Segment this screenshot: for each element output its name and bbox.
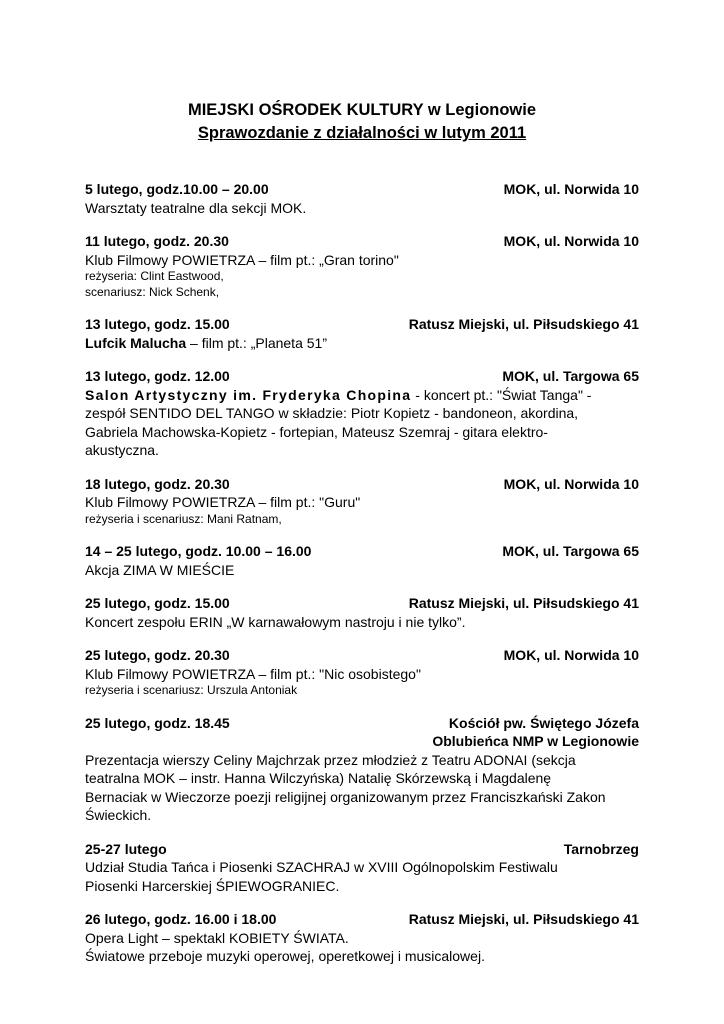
event-entry (85, 646, 639, 699)
events-list (85, 180, 639, 966)
event-location-line: MOK, ul. Norwida 10 (503, 475, 639, 492)
event-location-line: MOK, ul. Targowa 65 (502, 543, 639, 559)
event-entry (85, 232, 639, 300)
event-location-line: MOK, ul. Norwida 10 (503, 233, 639, 249)
event-line (85, 493, 639, 512)
event-location (504, 646, 639, 665)
event-text-run: zespół SENTIDO DEL TANGO w składzie: Piotr Kopietz - bandoneon, akordina, (85, 405, 579, 421)
event-text-run: reżyseria i scenariusz: Urszula Antoniak (85, 683, 298, 697)
event-line (85, 665, 639, 684)
event-text-run: scenariusz: Nick Schenk, (85, 284, 220, 299)
event-line (85, 404, 639, 423)
event-text-run: Bernaciak w Wieczorze poezji religijnej organizowanym przez Franciszkański Zakon (85, 788, 606, 805)
event-header (85, 910, 639, 929)
event-date: 26 lutego, godz. 16.00 i 18.00 (85, 911, 277, 927)
event-header (85, 542, 639, 561)
event-text-run: – film pt.: „Planeta 51” (186, 334, 327, 351)
event-line (85, 386, 639, 405)
event-line (85, 947, 639, 966)
event-text-run: teatralna MOK – instr. Hanna Wilczyńska) Natalię Skórzewską i Magdalenę (85, 770, 552, 786)
event-text-run: reżyseria: Clint Eastwood, (85, 269, 224, 283)
event-header (85, 646, 639, 665)
event-text-run: Opera Light – spektakl KOBIETY ŚWIATA. (85, 929, 349, 946)
event-header (85, 840, 639, 859)
event-location-line: Kościół pw. Świętego Józefa (448, 714, 639, 731)
event-date: 5 lutego, godz.10.00 – 20.00 (85, 181, 269, 197)
event-line (85, 251, 639, 270)
event-text-run: Klub Filmowy POWIETRZA – film pt.: "Nic osobistego" (85, 665, 421, 682)
event-text-run: Warsztaty teatralne dla sekcji MOK. (85, 199, 307, 216)
event-header (85, 232, 639, 251)
event-line (85, 285, 639, 301)
event-text-run: Klub Filmowy POWIETRZA – film pt.: „Gran torino" (85, 251, 399, 268)
event-date: 25 lutego, godz. 15.00 (85, 595, 230, 611)
event-line (85, 751, 639, 770)
event-date: 14 – 25 lutego, godz. 10.00 – 16.00 (85, 543, 312, 559)
event-line (85, 929, 639, 948)
event-date: 13 lutego, godz. 15.00 (85, 316, 230, 332)
event-location-line: Ratusz Miejski, ul. Piłsudskiego 41 (408, 595, 639, 611)
event-text-run: Lufcik Malucha (85, 334, 187, 351)
event-text-run: Klub Filmowy POWIETRZA – film pt.: "Guru" (85, 494, 361, 510)
event-location-line: Tarnobrzeg (563, 840, 639, 857)
event-location (504, 180, 639, 199)
event-line (85, 613, 639, 632)
event-date: 25 lutego, godz. 18.45 (85, 714, 230, 731)
event-header (85, 475, 639, 494)
event-entry (85, 840, 639, 896)
event-location-line: Ratusz Miejski, ul. Piłsudskiego 41 (408, 316, 639, 332)
event-header (85, 315, 639, 334)
event-location (409, 315, 639, 334)
event-location-line: Oblubieńca NMP w Legionowie (432, 733, 639, 749)
event-line (85, 683, 639, 699)
event-text-run: Prezentacja wierszy Celiny Majchrzak przez młodzież z Teatru ADONAI (sekcja (85, 751, 576, 768)
event-line (85, 877, 639, 896)
event-line (85, 561, 639, 580)
event-entry (85, 714, 639, 825)
event-location-line: Ratusz Miejski, ul. Piłsudskiego 41 (408, 911, 639, 927)
event-location (502, 367, 639, 386)
document-title (85, 99, 639, 145)
event-text-run: Światowe przeboje muzyki operowej, operetkowej i musicalowej. (85, 948, 485, 964)
event-location (432, 714, 639, 751)
event-date: 25-27 lutego (85, 840, 167, 857)
event-header (85, 367, 639, 386)
event-line (85, 512, 639, 528)
event-entry (85, 367, 639, 460)
event-location-line: MOK, ul. Norwida 10 (503, 647, 639, 663)
document-content (85, 0, 639, 981)
document-title-line2: Sprawozdanie z działalności w lutym 2011 (197, 124, 527, 142)
event-text-run: Udział Studia Tańca i Piosenki SZACHRAJ w XVIII Ogólnopolskim Festiwalu (85, 859, 558, 875)
event-text-run: Gabriela Machowska-Kopietz - fortepian, Mateusz Szemraj - gitara elektro- (85, 423, 548, 440)
event-date: 25 lutego, godz. 20.30 (85, 647, 230, 663)
event-location (564, 840, 639, 859)
event-line (85, 806, 639, 825)
event-line (85, 334, 639, 353)
event-location (409, 594, 639, 613)
event-line (85, 199, 639, 218)
event-location-line: MOK, ul. Targowa 65 (502, 368, 639, 384)
event-location-line: MOK, ul. Norwida 10 (503, 181, 639, 197)
event-line (85, 769, 639, 788)
event-text-run: reżyseria i scenariusz: Mani Ratnam, (85, 511, 282, 526)
event-entry (85, 315, 639, 352)
event-entry (85, 594, 639, 631)
event-text-run: Salon Artystyczny im. Fryderyka Chopina (85, 386, 412, 403)
event-entry (85, 910, 639, 966)
event-line (85, 423, 639, 442)
event-text-run: akustyczna. (85, 442, 159, 458)
event-header (85, 714, 639, 751)
event-header (85, 594, 639, 613)
event-date: 11 lutego, godz. 20.30 (85, 233, 229, 249)
event-line (85, 858, 639, 877)
event-header (85, 180, 639, 199)
event-location (504, 475, 639, 494)
event-text-run: Świeckich. (85, 807, 152, 823)
event-entry (85, 475, 639, 528)
event-entry (85, 180, 639, 217)
event-location (502, 542, 639, 561)
event-text-run: - koncert pt.: "Świat Tanga" - (411, 386, 592, 403)
document-title-line1: MIEJSKI OŚRODEK KULTURY w Legionowie (187, 101, 537, 119)
event-text-run: Koncert zespołu ERIN „W karnawałowym nastroju i nie tylko”. (85, 613, 466, 630)
event-text-run: Akcja ZIMA W MIEŚCIE (85, 561, 235, 578)
event-line (85, 441, 639, 460)
event-line (85, 269, 639, 285)
event-line (85, 788, 639, 807)
event-location (409, 910, 639, 929)
event-text-run: Piosenki Harcerskiej ŚPIEWOGRANIEC. (85, 877, 340, 894)
event-entry (85, 542, 639, 579)
event-date: 18 lutego, godz. 20.30 (85, 475, 230, 492)
event-date: 13 lutego, godz. 12.00 (85, 368, 230, 384)
event-location (504, 232, 639, 251)
